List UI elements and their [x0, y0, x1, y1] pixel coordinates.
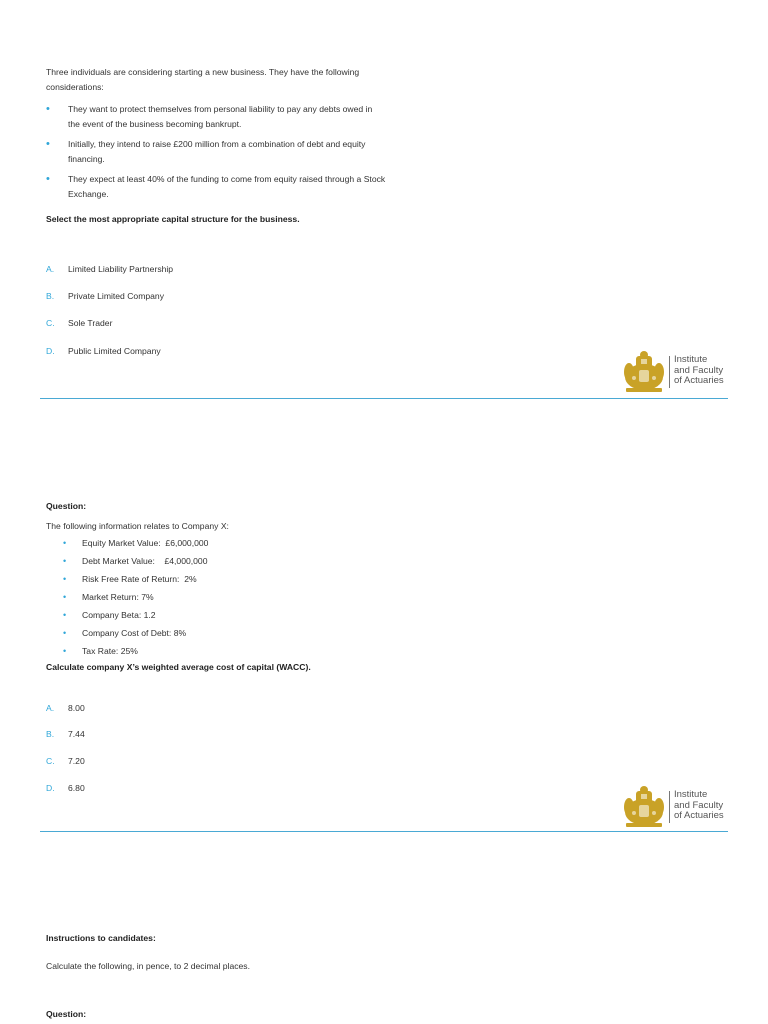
answer-option-a[interactable]	[46, 262, 173, 276]
list-item: • Equity Market Value: £6,000,000	[46, 534, 386, 552]
list-item: • Tax Rate: 25%	[46, 642, 386, 660]
answer-option-b[interactable]	[46, 289, 164, 303]
answer-option-c[interactable]	[46, 316, 112, 330]
answer-option-b[interactable]	[46, 727, 85, 741]
option-letter: C.	[46, 318, 55, 328]
ifoa-logo	[622, 350, 742, 394]
list-item: • Risk Free Rate of Return: 2%	[46, 570, 386, 588]
answer-option-c[interactable]	[46, 754, 85, 768]
list-item: • Debt Market Value: £4,000,000	[46, 552, 386, 570]
question-2-intro: The following information relates to Company X:	[46, 521, 229, 531]
question-2-heading: Question:	[46, 501, 87, 511]
bullet-icon: •	[63, 610, 67, 620]
list-item: • Market Return: 7%	[46, 588, 386, 606]
question-3-stem	[46, 931, 386, 1022]
bullet-icon: •	[46, 173, 50, 185]
bullet-icon: •	[63, 592, 67, 602]
option-text: Sole Trader	[68, 318, 113, 328]
logo-divider	[669, 791, 670, 823]
logo-text: Institute and Faculty of Actuaries	[674, 789, 724, 821]
list-item: • Company Cost of Debt: 8%	[46, 624, 386, 642]
coat-of-arms-icon	[622, 785, 666, 829]
answer-option-d[interactable]	[46, 781, 85, 795]
list-item: • Initially, they intend to raise £200 million from a combination of debt and equity financing.	[46, 138, 366, 164]
bullet-icon: •	[46, 138, 50, 150]
question-2-prompt: Calculate company X’s weighted average cost of capital (WACC).	[46, 662, 311, 672]
option-text: Limited Liability Partnership	[68, 264, 174, 274]
question-2-bullet-list	[46, 534, 386, 660]
option-text: Private Limited Company	[68, 291, 165, 301]
bullet-icon: •	[63, 556, 67, 566]
bullet-icon: •	[46, 103, 50, 115]
logo-divider	[669, 356, 670, 388]
option-letter: D.	[46, 346, 55, 356]
option-letter: C.	[46, 756, 55, 766]
answer-option-a[interactable]	[46, 701, 85, 715]
list-item: • They expect at least 40% of the funding to come from equity raised through a Stock Exchange.	[46, 173, 386, 199]
answer-option-d[interactable]	[46, 344, 161, 358]
option-text: 8.00	[68, 703, 85, 713]
option-text: Public Limited Company	[68, 346, 161, 356]
question-1-bullet-list	[46, 102, 386, 202]
option-letter: D.	[46, 783, 55, 793]
option-letter: A.	[46, 703, 55, 713]
section-divider	[40, 398, 728, 399]
section-divider	[40, 831, 728, 832]
option-letter: B.	[46, 291, 55, 301]
option-text: 7.44	[68, 729, 85, 739]
list-item: • They want to protect themselves from personal liability to pay any debts owed in the event of the business becoming bankrupt.	[46, 103, 373, 129]
option-text: 6.80	[68, 783, 85, 793]
question-1-intro: Three individuals are considering starting a new business. They have the following considerations:	[46, 67, 360, 92]
question-2-stem	[46, 499, 386, 675]
option-letter: A.	[46, 264, 55, 274]
logo-text: Institute and Faculty of Actuaries	[674, 354, 724, 386]
option-text: 7.20	[68, 756, 85, 766]
question-1-stem	[46, 65, 386, 227]
list-item: • Company Beta: 1.2	[46, 606, 386, 624]
coat-of-arms-icon	[622, 350, 666, 394]
bullet-icon: •	[63, 538, 67, 548]
option-letter: B.	[46, 729, 55, 739]
question-1-prompt: Select the most appropriate capital structure for the business.	[46, 214, 300, 224]
bullet-icon: •	[63, 628, 67, 638]
instructions-heading: Instructions to candidates:	[46, 933, 156, 943]
bullet-icon: •	[63, 646, 67, 656]
ifoa-logo	[622, 785, 742, 829]
bullet-icon: •	[63, 574, 67, 584]
instructions-text: Calculate the following, in pence, to 2 decimal places.	[46, 961, 250, 971]
question-3-heading: Question:	[46, 1009, 87, 1019]
